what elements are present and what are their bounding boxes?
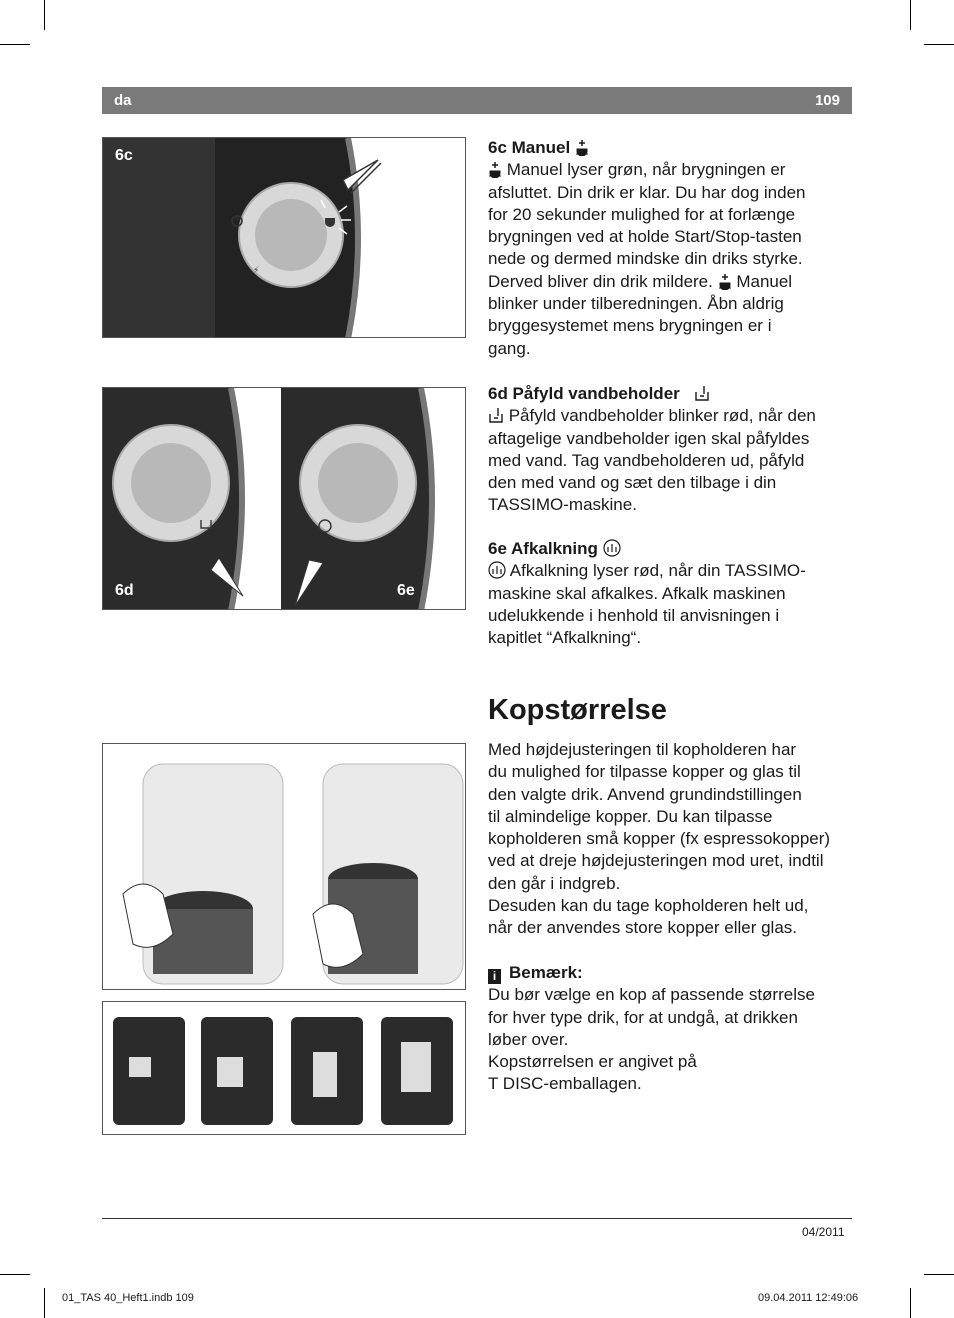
- crop-mark: [910, 1288, 911, 1318]
- page-header-bar: [102, 87, 852, 114]
- text-line: Påfyld vandbeholder blinker rød, når den: [504, 406, 816, 426]
- footer-divider: [102, 1218, 852, 1219]
- crop-mark: [44, 1288, 45, 1318]
- text-line: bryggesystemet mens brygningen er i: [488, 316, 772, 336]
- figure-label-6d: 6d: [115, 582, 134, 599]
- figure-6d-6e: [102, 387, 466, 610]
- svg-text:⚡: ⚡: [253, 266, 260, 276]
- text-line: med vand. Tag vandbeholderen ud, påfyld: [488, 450, 805, 470]
- text-line: brygningen ved at holde Start/Stop-tasten: [488, 227, 802, 247]
- section-note: [488, 962, 854, 1096]
- text-line: Du bør vælge en kop af passende størrelse: [488, 985, 815, 1005]
- text-line: TASSIMO-maskine.: [488, 495, 637, 515]
- text-line: for 20 sekunder mulighed for at forlænge: [488, 204, 796, 224]
- crop-mark: [924, 44, 954, 45]
- text-line: udelukkende i henhold til anvisningen i: [488, 605, 780, 625]
- crop-mark: [0, 1274, 30, 1275]
- text-line: Afkalkning lyser rød, når din TASSIMO-: [506, 561, 806, 581]
- print-slug-left: 01_TAS 40_Heft1.indb 109: [62, 1292, 194, 1304]
- crop-mark: [44, 0, 45, 30]
- text-line: ved at dreje højdejusteringen mod uret, indtil: [488, 851, 824, 871]
- text-line: når der anvendes store kopper eller glas.: [488, 918, 798, 938]
- footer-date: 04/2011: [802, 1225, 845, 1239]
- text-line: for hver type drik, for at undgå, at drikken: [488, 1007, 798, 1027]
- note-heading: i Bemærk:: [488, 962, 854, 984]
- section-heading-6e: 6e Afkalkning: [488, 538, 854, 560]
- text-line: gang.: [488, 338, 531, 358]
- text-line: Kopstørrelsen er angivet på: [488, 1052, 697, 1072]
- crop-mark: [924, 1274, 954, 1275]
- section-heading-6d: 6d Påfyld vandbeholder: [488, 383, 854, 405]
- manual-cup-icon: [718, 274, 732, 290]
- text-line: du mulighed for tilpasse kopper og glas til: [488, 762, 801, 782]
- section-6e: [488, 538, 854, 649]
- text-line: den med vand og sæt den tilbage i din: [488, 473, 777, 493]
- text-line: aftagelige vandbeholder igen skal påfyldes: [488, 428, 810, 448]
- descale-icon: [488, 561, 506, 579]
- section-6c: [488, 137, 854, 360]
- text-line: Manuel lyser grøn, når brygningen er: [502, 160, 786, 180]
- figure-machines-cup-sizes: [102, 1001, 466, 1135]
- descale-icon: [603, 539, 621, 557]
- text-line: blinker under tilberedningen. Åbn aldrig: [488, 294, 784, 314]
- water-tank-icon: [694, 384, 710, 402]
- page-number: 109: [814, 92, 840, 109]
- text-line: afsluttet. Din drik er klar. Du har dog inden: [488, 182, 806, 202]
- figure-label-6c: 6c: [115, 147, 133, 164]
- water-tank-icon: [488, 406, 504, 424]
- section-heading-6c: 6c Manuel: [488, 137, 854, 159]
- text-line: den valgte drik. Anvend grundindstillingen: [488, 784, 802, 804]
- crop-mark: [0, 44, 30, 45]
- text-line: til almindelige kopper. Du kan tilpasse: [488, 806, 773, 826]
- text-line: kopholderen små kopper (fx espressokopper): [488, 829, 831, 849]
- text-line: kapitlet “Afkalkning“.: [488, 628, 642, 648]
- text-line: maskine skal afkalkes. Afkalk maskinen: [488, 583, 786, 603]
- figure-label-6e: 6e: [397, 582, 415, 599]
- control-panel-6c-illustration: [103, 138, 466, 338]
- manual-cup-icon: [488, 162, 502, 178]
- text-line: Desuden kan du tage kopholderen helt ud,: [488, 896, 809, 916]
- text-line: den går i indgreb.: [488, 873, 621, 893]
- info-icon: i: [488, 969, 501, 984]
- control-panel-6d-6e-illustration: [103, 388, 466, 610]
- text-line: Med højdejusteringen til kopholderen har: [488, 740, 797, 759]
- figure-6c: [102, 137, 466, 338]
- print-slug-right: 09.04.2011 12:49:06: [758, 1292, 859, 1304]
- text-line: Derved bliver din drik mildere.: [488, 271, 713, 291]
- section-6d: [488, 383, 854, 517]
- text-line: løber over.: [488, 1029, 569, 1049]
- section-title-cup-size: Kopstørrelse: [488, 694, 667, 726]
- language-code: da: [114, 92, 132, 109]
- manual-cup-icon: [575, 140, 589, 156]
- text-line: Manuel: [731, 271, 793, 291]
- text-line: T DISC-emballagen.: [488, 1074, 642, 1094]
- text-line: nede og dermed mindske din driks styrke.: [488, 249, 803, 269]
- machines-illustration: [103, 1002, 466, 1135]
- crop-mark: [910, 0, 911, 30]
- section-cup-size: [488, 739, 854, 940]
- cup-holder-illustration: [103, 744, 466, 990]
- figure-cup-holder: [102, 743, 466, 990]
